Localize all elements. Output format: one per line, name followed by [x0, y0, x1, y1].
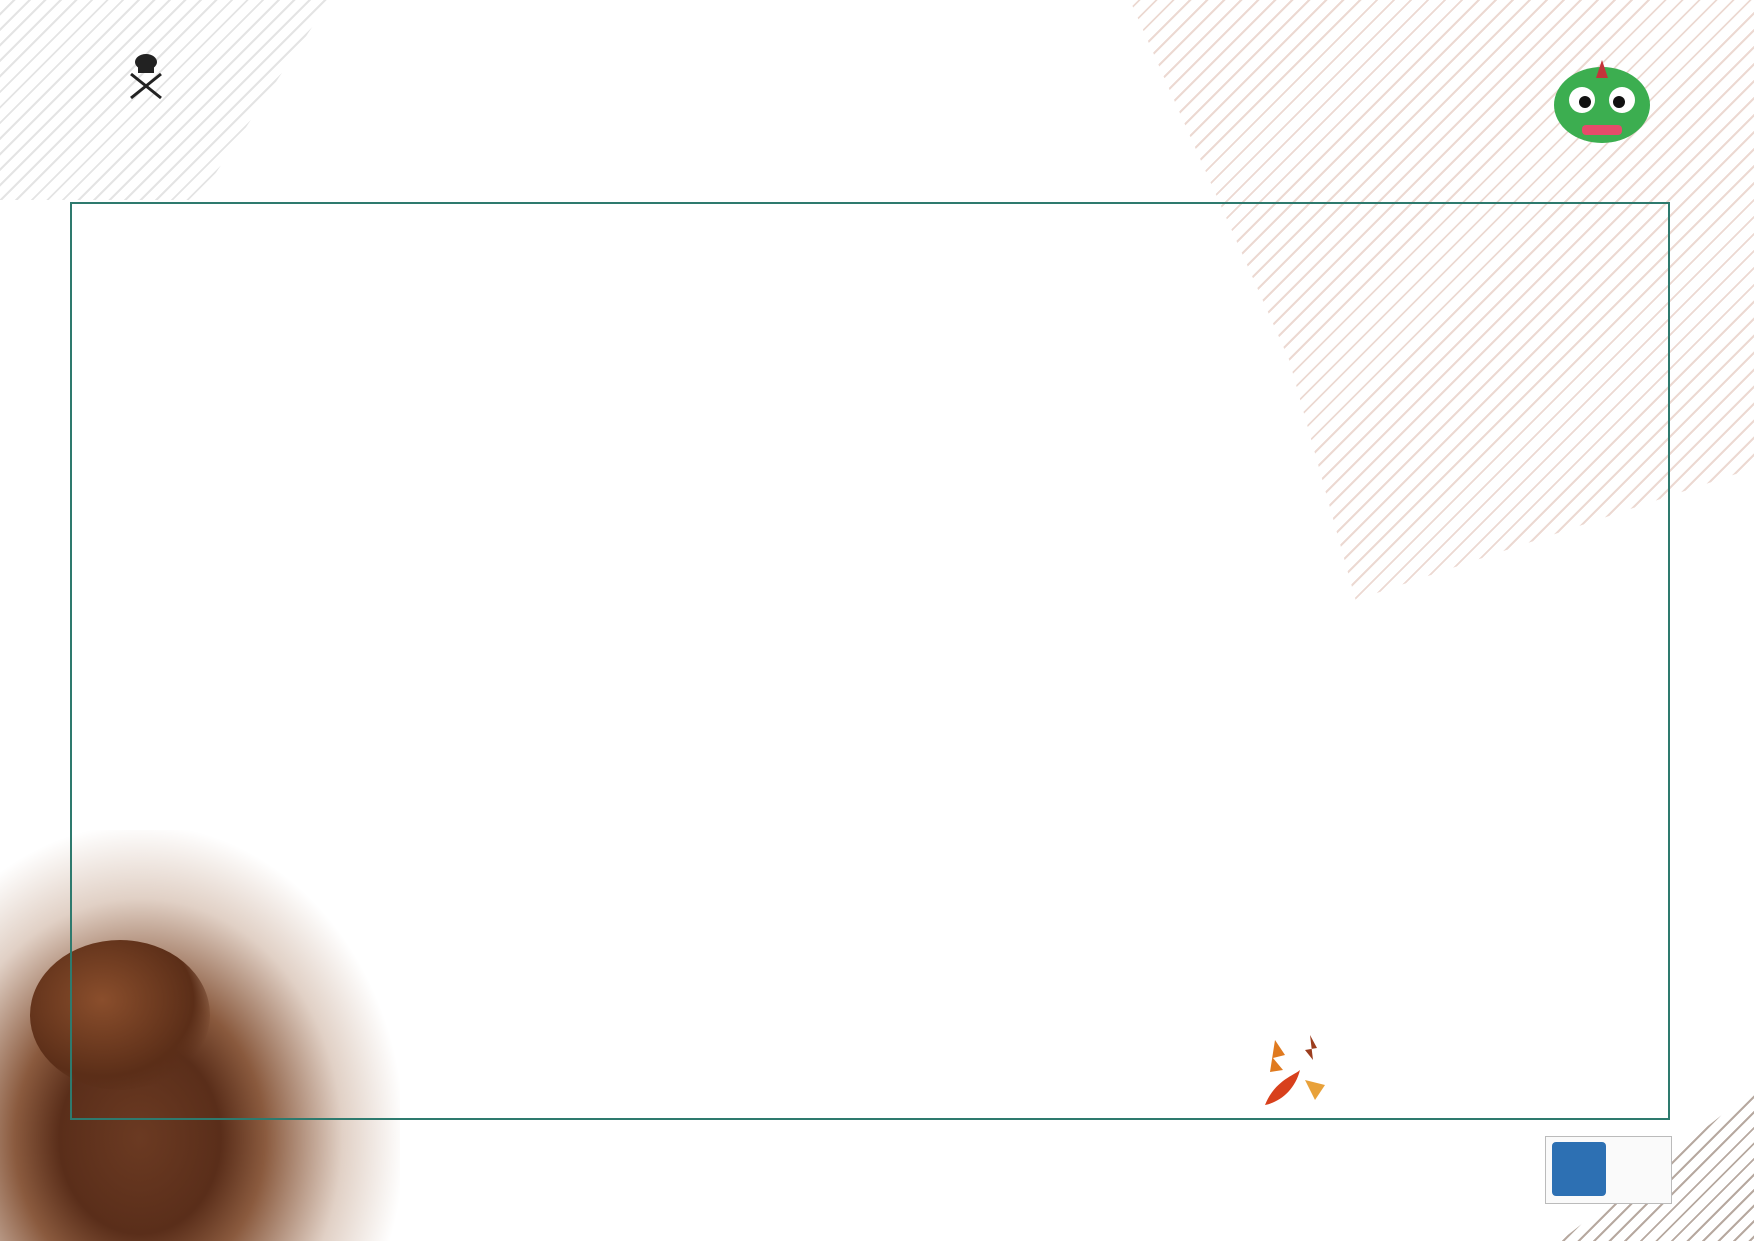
- autumn-leaves-icon: [1255, 1030, 1345, 1110]
- saned-logo: [58, 52, 233, 162]
- tuv-logo: [1552, 1142, 1606, 1196]
- certification-badge: [1545, 1136, 1672, 1204]
- school-logo: [1540, 30, 1670, 170]
- weekday-header: [70, 170, 1670, 200]
- chef-hat-icon: [58, 52, 233, 109]
- menu-calendar-grid: [70, 202, 1670, 1120]
- allergen-legend: [400, 1130, 1440, 1230]
